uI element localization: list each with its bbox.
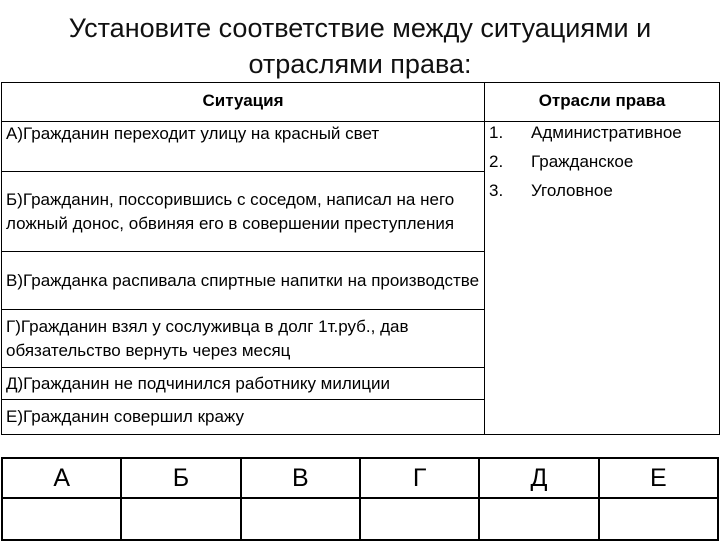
matching-table xyxy=(1,82,720,435)
branch-item xyxy=(489,147,715,176)
situation-e: Е)Гражданин совершил кражу xyxy=(2,400,485,435)
answer-table xyxy=(1,457,719,541)
answer-letter: Д xyxy=(479,458,598,498)
branch-label: Гражданское xyxy=(531,152,634,171)
answer-cell[interactable] xyxy=(599,498,718,540)
title-line-1: Установите соответствие между ситуациями и xyxy=(68,13,652,43)
answer-letter: В xyxy=(241,458,360,498)
answer-letter: Б xyxy=(121,458,240,498)
answer-cell[interactable] xyxy=(479,498,598,540)
header-situation: Ситуация xyxy=(2,83,485,122)
header-branches: Отрасли права xyxy=(485,83,720,122)
branch-number: 3. xyxy=(489,181,504,200)
branch-item xyxy=(489,176,715,205)
situation-v: В)Гражданка распивала спиртные напитки на производстве xyxy=(2,252,485,310)
branch-number: 1. xyxy=(489,123,504,142)
branch-number: 2. xyxy=(489,152,504,171)
branch-label: Административное xyxy=(531,123,682,142)
answer-letter: Е xyxy=(599,458,718,498)
situation-b: Б)Гражданин, поссорившись с соседом, написал на него ложный донос, обвиняя его в совершении преступления xyxy=(2,172,485,252)
answer-letter: А xyxy=(2,458,121,498)
answer-cell[interactable] xyxy=(241,498,360,540)
title-line-2: отраслями права: xyxy=(248,49,472,79)
branches-cell xyxy=(485,122,720,435)
situation-d: Д)Гражданин не подчинился работнику милиции xyxy=(2,368,485,400)
branch-item xyxy=(489,118,715,147)
answer-cell[interactable] xyxy=(121,498,240,540)
situation-a: А)Гражданин переходит улицу на красный свет xyxy=(2,122,485,172)
page-title xyxy=(0,10,720,82)
situation-g: Г)Гражданин взял у сослуживца в долг 1т.руб., дав обязательство вернуть через месяц xyxy=(2,310,485,368)
branch-label: Уголовное xyxy=(531,181,613,200)
answer-cell[interactable] xyxy=(2,498,121,540)
answer-cell[interactable] xyxy=(360,498,479,540)
answer-letter: Г xyxy=(360,458,479,498)
